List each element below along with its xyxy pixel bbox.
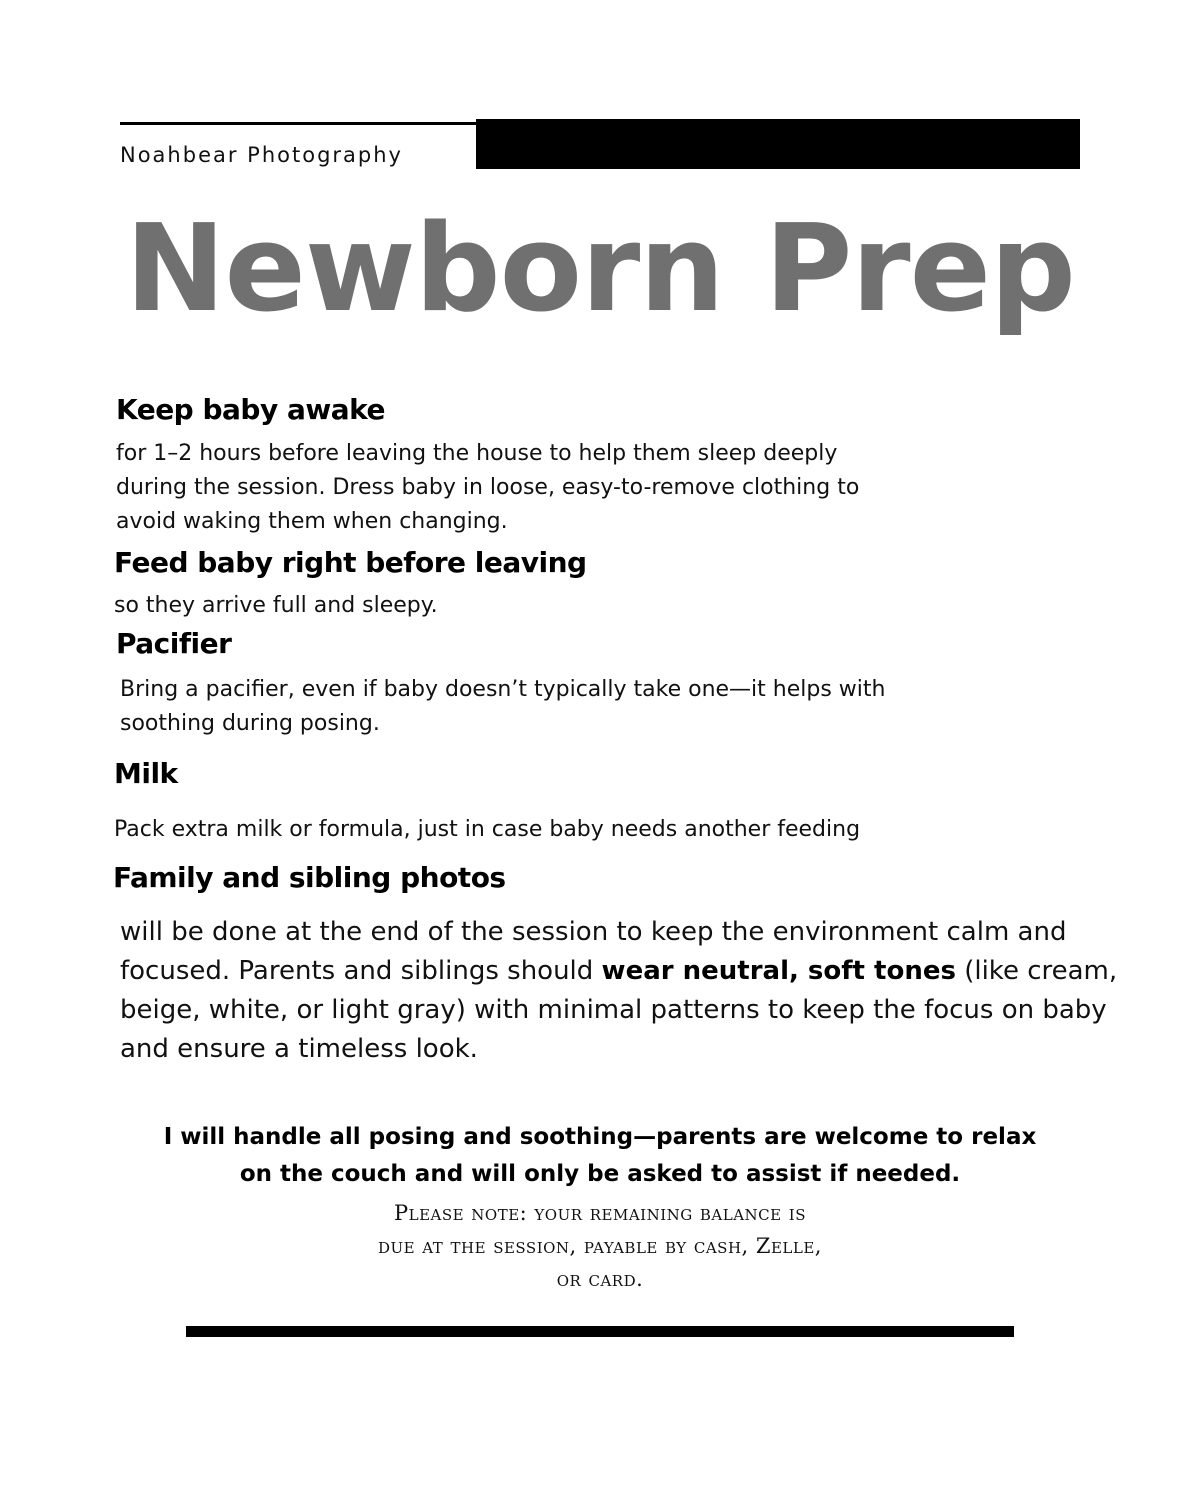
heading-pacifier: Pacifier [116,627,232,660]
closing-line: on the couch and will only be asked to assist if needed. [239,1161,961,1187]
heading-feed-baby: Feed baby right before leaving [114,546,587,579]
paragraph-line: beige, white, or light gray) with minimal patterns to keep the focus on baby [120,995,1107,1025]
page-title: Newborn Prep [125,200,1075,339]
text-run: (like cream, [955,956,1118,986]
paragraph-line: for 1–2 hours before leaving the house to help them sleep deeply [116,441,838,466]
emphasis-neutral-tones: wear neutral, soft tones [601,956,956,986]
heading-family-photos: Family and sibling photos [113,861,506,894]
note-line: Please note: your remaining balance is [394,1201,806,1225]
closing-statement [100,1119,1100,1193]
paragraph-pacifier [120,673,1040,741]
paragraph-keep-baby-awake [116,437,1016,539]
top-rule [120,122,480,125]
paragraph-feed-baby [114,589,1014,623]
closing-line: I will handle all posing and soothing—parents are welcome to relax [163,1124,1037,1150]
paragraph-line: so they arrive full and sleepy. [114,593,438,618]
text-run: focused. Parents and siblings should [120,956,602,986]
bottom-black-bar [186,1326,1014,1337]
paragraph-line: will be done at the end of the session to keep the environment calm and [120,917,1067,947]
heading-milk: Milk [114,757,178,790]
brand-name: Noahbear Photography [120,143,403,167]
heading-keep-baby-awake: Keep baby awake [116,393,385,426]
paragraph-line: and ensure a timeless look. [120,1034,478,1064]
payment-note [300,1197,900,1296]
paragraph-line: Bring a pacifier, even if baby doesn’t typically take one—it helps with [120,677,886,702]
paragraph-line: avoid waking them when changing. [116,509,508,534]
paragraph-line [120,952,1120,991]
top-black-bar [476,119,1080,169]
paragraph-line: soothing during posing. [120,711,380,736]
note-line: due at the session, payable by cash, Zelle, [378,1234,822,1258]
paragraph-family-photos [120,913,1120,1069]
note-line: or card. [556,1267,644,1291]
paragraph-milk [114,813,1034,847]
paragraph-line: during the session. Dress baby in loose, easy-to-remove clothing to [116,475,860,500]
paragraph-line: Pack extra milk or formula, just in case baby needs another feeding [114,817,861,842]
